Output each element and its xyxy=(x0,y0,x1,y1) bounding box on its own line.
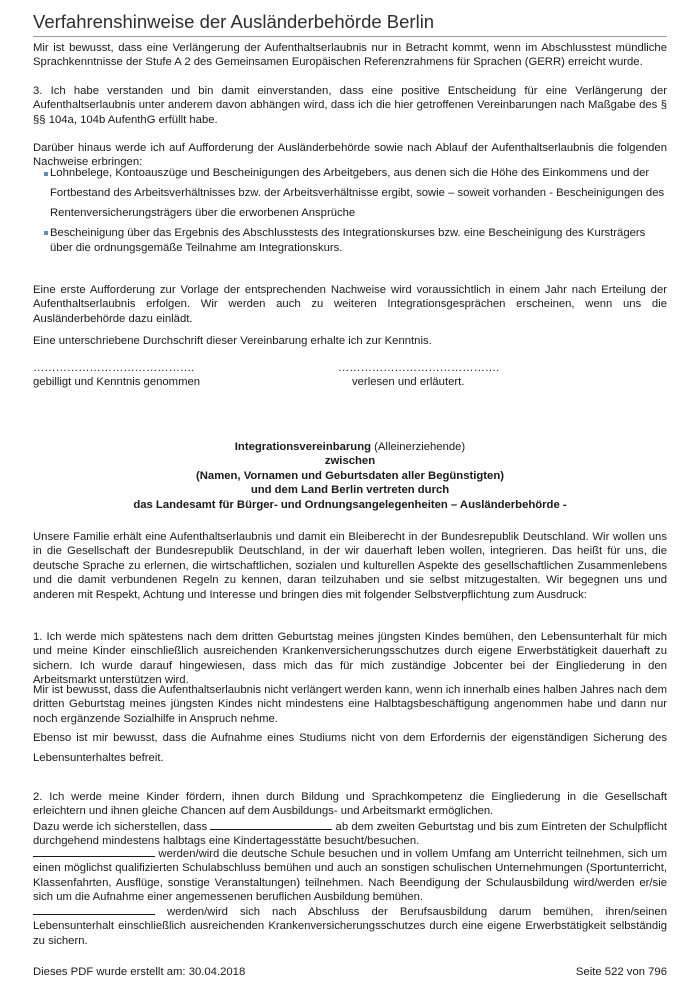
heading-subtitle: (Alleinerziehende) xyxy=(371,441,466,453)
list-item-text: Lohnbelege, Kontoauszüge und Bescheinigungen des Arbeitgebers, aus denen sich die Höhe des Einkommens und der Fortbestand des Arbeitsverhältnisses bzw. der Arbeitsverhältnisse ergibt, sowie – soweit vorhanden - Bescheinigungen des Rentenversicherungsträgers über die erworbenen Ansprüche xyxy=(50,167,665,219)
list-item xyxy=(33,226,667,256)
signature-left xyxy=(33,361,200,389)
heading-line-1 xyxy=(33,440,667,454)
paragraph-item-2-kita xyxy=(33,819,667,849)
name-blank-field[interactable] xyxy=(33,846,155,857)
paragraph-item-2-career xyxy=(33,904,667,948)
paragraph-copy-notice: Eine unterschriebene Durchschrift dieser Vereinbarung erhalte ich zur Kenntnis. xyxy=(33,335,432,347)
name-blank-field[interactable] xyxy=(210,819,332,830)
bullet-square-icon xyxy=(44,231,48,235)
paragraph-language-requirement: Mir ist bewusst, dass eine Verlängerung der Aufenthaltserlaubnis nur in Betracht kommt, wenn im Abschlusstest mündliche Sprachkenntnisse der Stufe A 2 des Gemeinsamen Europäischen Referenzrahmens für Sprachen (GERR) erreicht wurde. xyxy=(33,42,667,69)
paragraph-item-2: 2. Ich werde meine Kinder fördern, ihnen durch Bildung und Sprachkompetenz die Eingliederung in die Gesellschaft erleichtern und ihnen gleiche Chancen auf dem Ausbildungs- und Arbeitsmarkt ermöglichen. xyxy=(33,791,667,818)
footer-created-date: Dieses PDF wurde erstellt am: 30.04.2018 xyxy=(33,966,246,978)
list-item-text: Bescheinigung über das Ergebnis des Abschlusstests des Integrationskurses bzw. eine Bescheinigung des Kursträgers über die ordnungsgemäße Teilnahme am Integrationskurs. xyxy=(50,227,646,255)
bullet-square-icon xyxy=(44,172,48,176)
paragraph-item-3: 3. Ich habe verstanden und bin damit einverstanden, dass eine positive Entscheidung für eine Verlängerung der Aufenthaltserlaubnis unter anderem davon abhängen wird, dass ich die hier getroffenen Vereinbarungen nach Maßgabe des § §§ 104a, 104b AufenthG erfüllt habe. xyxy=(33,85,667,126)
heading-line-3: (Namen, Vornamen und Geburtsdaten aller Begünstigten) xyxy=(196,469,504,482)
paragraph-item-1-study: Ebenso ist mir bewusst, dass die Aufnahme eines Studiums nicht von dem Erfordernis der eigenständigen Sicherung des Lebensunterhaltes befreit. xyxy=(33,732,667,764)
page-title: Verfahrenshinweise der Ausländerbehörde Berlin xyxy=(33,11,667,37)
list-item xyxy=(33,164,667,223)
text-segment: ab dem zweiten Geburtstag und bis zum Eintreten der Schulpflicht durchgehend mindestens halbtags eine Kindertagesstätte besucht/besuchen. xyxy=(33,821,667,848)
footer-page-number: Seite 522 von 796 xyxy=(575,966,667,978)
paragraph-item-1: 1. Ich werde mich spätestens nach dem dritten Geburtstag meines jüngsten Kindes bemühen, den Lebensunterhalt für mich und meine Kinder einschließlich ausreichenden Krankenversicherungsschutzes durch eigene Erwerbstätigkeit dauerhaft zu sichern. Ich wurde darauf hingewiesen, dass mich das für mich zuständige Jobcenter bei der Eingliederung in den Arbeitsmarkt unterstützen wird. xyxy=(33,631,667,687)
paragraph-item-2-school xyxy=(33,846,667,905)
paragraph-family-intro: Unsere Familie erhält eine Aufenthaltserlaubnis und damit ein Bleiberecht in der Bundesrepublik Deutschland. Wir wollen uns in die Gesellschaft der Bundesrepublik Deutschland, in der wir dauerhaft leben wollen, integrieren. Das heißt für uns, die deutsche Sprache zu erlernen, die wirtschaftlichen, sozialen und kulturellen Aspekte des gesellschaftlichen Zusammenlebens und die damit verbundenen Regeln zu kennen, daran teilzuhaben und sie selbst mitzugestalten. Wir begegnen uns und anderen mit Respekt, Achtung und Interesse und bringen dies mit folgender Selbstverpflichtung zum Ausdruck: xyxy=(33,531,667,601)
evidence-list xyxy=(33,164,667,256)
signature-line: ……………………………………. xyxy=(338,362,500,374)
heading-line-4: und dem Land Berlin vertreten durch xyxy=(250,484,450,497)
text-segment: werden/wird die deutsche Schule besuchen und in vollem Umfang am Unterricht teilnehmen, sich um einen möglichst qualifizierten Schulabschluss bemühen und auch an sonstigen schulischen Unternehmungen (Sportunterricht, Klassenfahrten, Ausflüge, sonstige Veranstaltungen) teilnehmen. Nach Beendigung der Schulausbildung wird/werden er/sie sich um die Aufnahme einer angemessenen beruflichen Ausbildung bemühen. xyxy=(33,848,667,904)
agreement-heading xyxy=(33,440,667,512)
signature-label: verlesen und erläutert. xyxy=(352,376,465,388)
paragraph-first-request: Eine erste Aufforderung zur Vorlage der entsprechenden Nachweise wird voraussichtlich in einem Jahr nach Erteilung der Aufenthaltserlaubnis erfolgen. Wir werden auch zu weiteren Integrationsgesprächen erscheinen, wenn uns die Ausländerbehörde dazu einlädt. xyxy=(33,284,667,325)
heading-title: Integrationsvereinbarung xyxy=(234,441,371,453)
heading-line-5: das Landesamt für Bürger- und Ordnungsangelegenheiten – Ausländerbehörde - xyxy=(133,498,567,511)
signature-right xyxy=(338,361,499,389)
text-segment: Dazu werde ich sicherstellen, dass xyxy=(33,821,211,833)
heading-line-2: zwischen xyxy=(324,455,376,468)
paragraph-evidence-intro: Darüber hinaus werde ich auf Aufforderung der Ausländerbehörde sowie nach Ablauf der Aufenthaltserlaubnis die folgenden Nachweise erbringen: xyxy=(33,142,667,169)
name-blank-field[interactable] xyxy=(33,904,155,915)
paragraph-item-1-awareness: Mir ist bewusst, dass die Aufenthaltserlaubnis nicht verlängert werden kann, wenn ich innerhalb eines halben Jahres nach dem dritten Geburtstag meines jüngsten Kindes nicht mindestens eine Halbtagsbeschäftigung angenommen habe und dann nur noch ergänzende Sozialhilfe in Anspruch nehme. xyxy=(33,684,667,725)
signature-label: gebilligt und Kenntnis genommen xyxy=(33,376,201,388)
signature-line: ……………………………………. xyxy=(33,362,195,374)
text-segment: werden/wird sich nach Abschluss der Berufsausbildung darum bemühen, ihren/seinen Lebensunterhalt einschließlich ausreichenden Krankenversicherungsschutzes durch eine eigene Erwerbstätigkeit selbständig zu sichern. xyxy=(33,906,667,947)
